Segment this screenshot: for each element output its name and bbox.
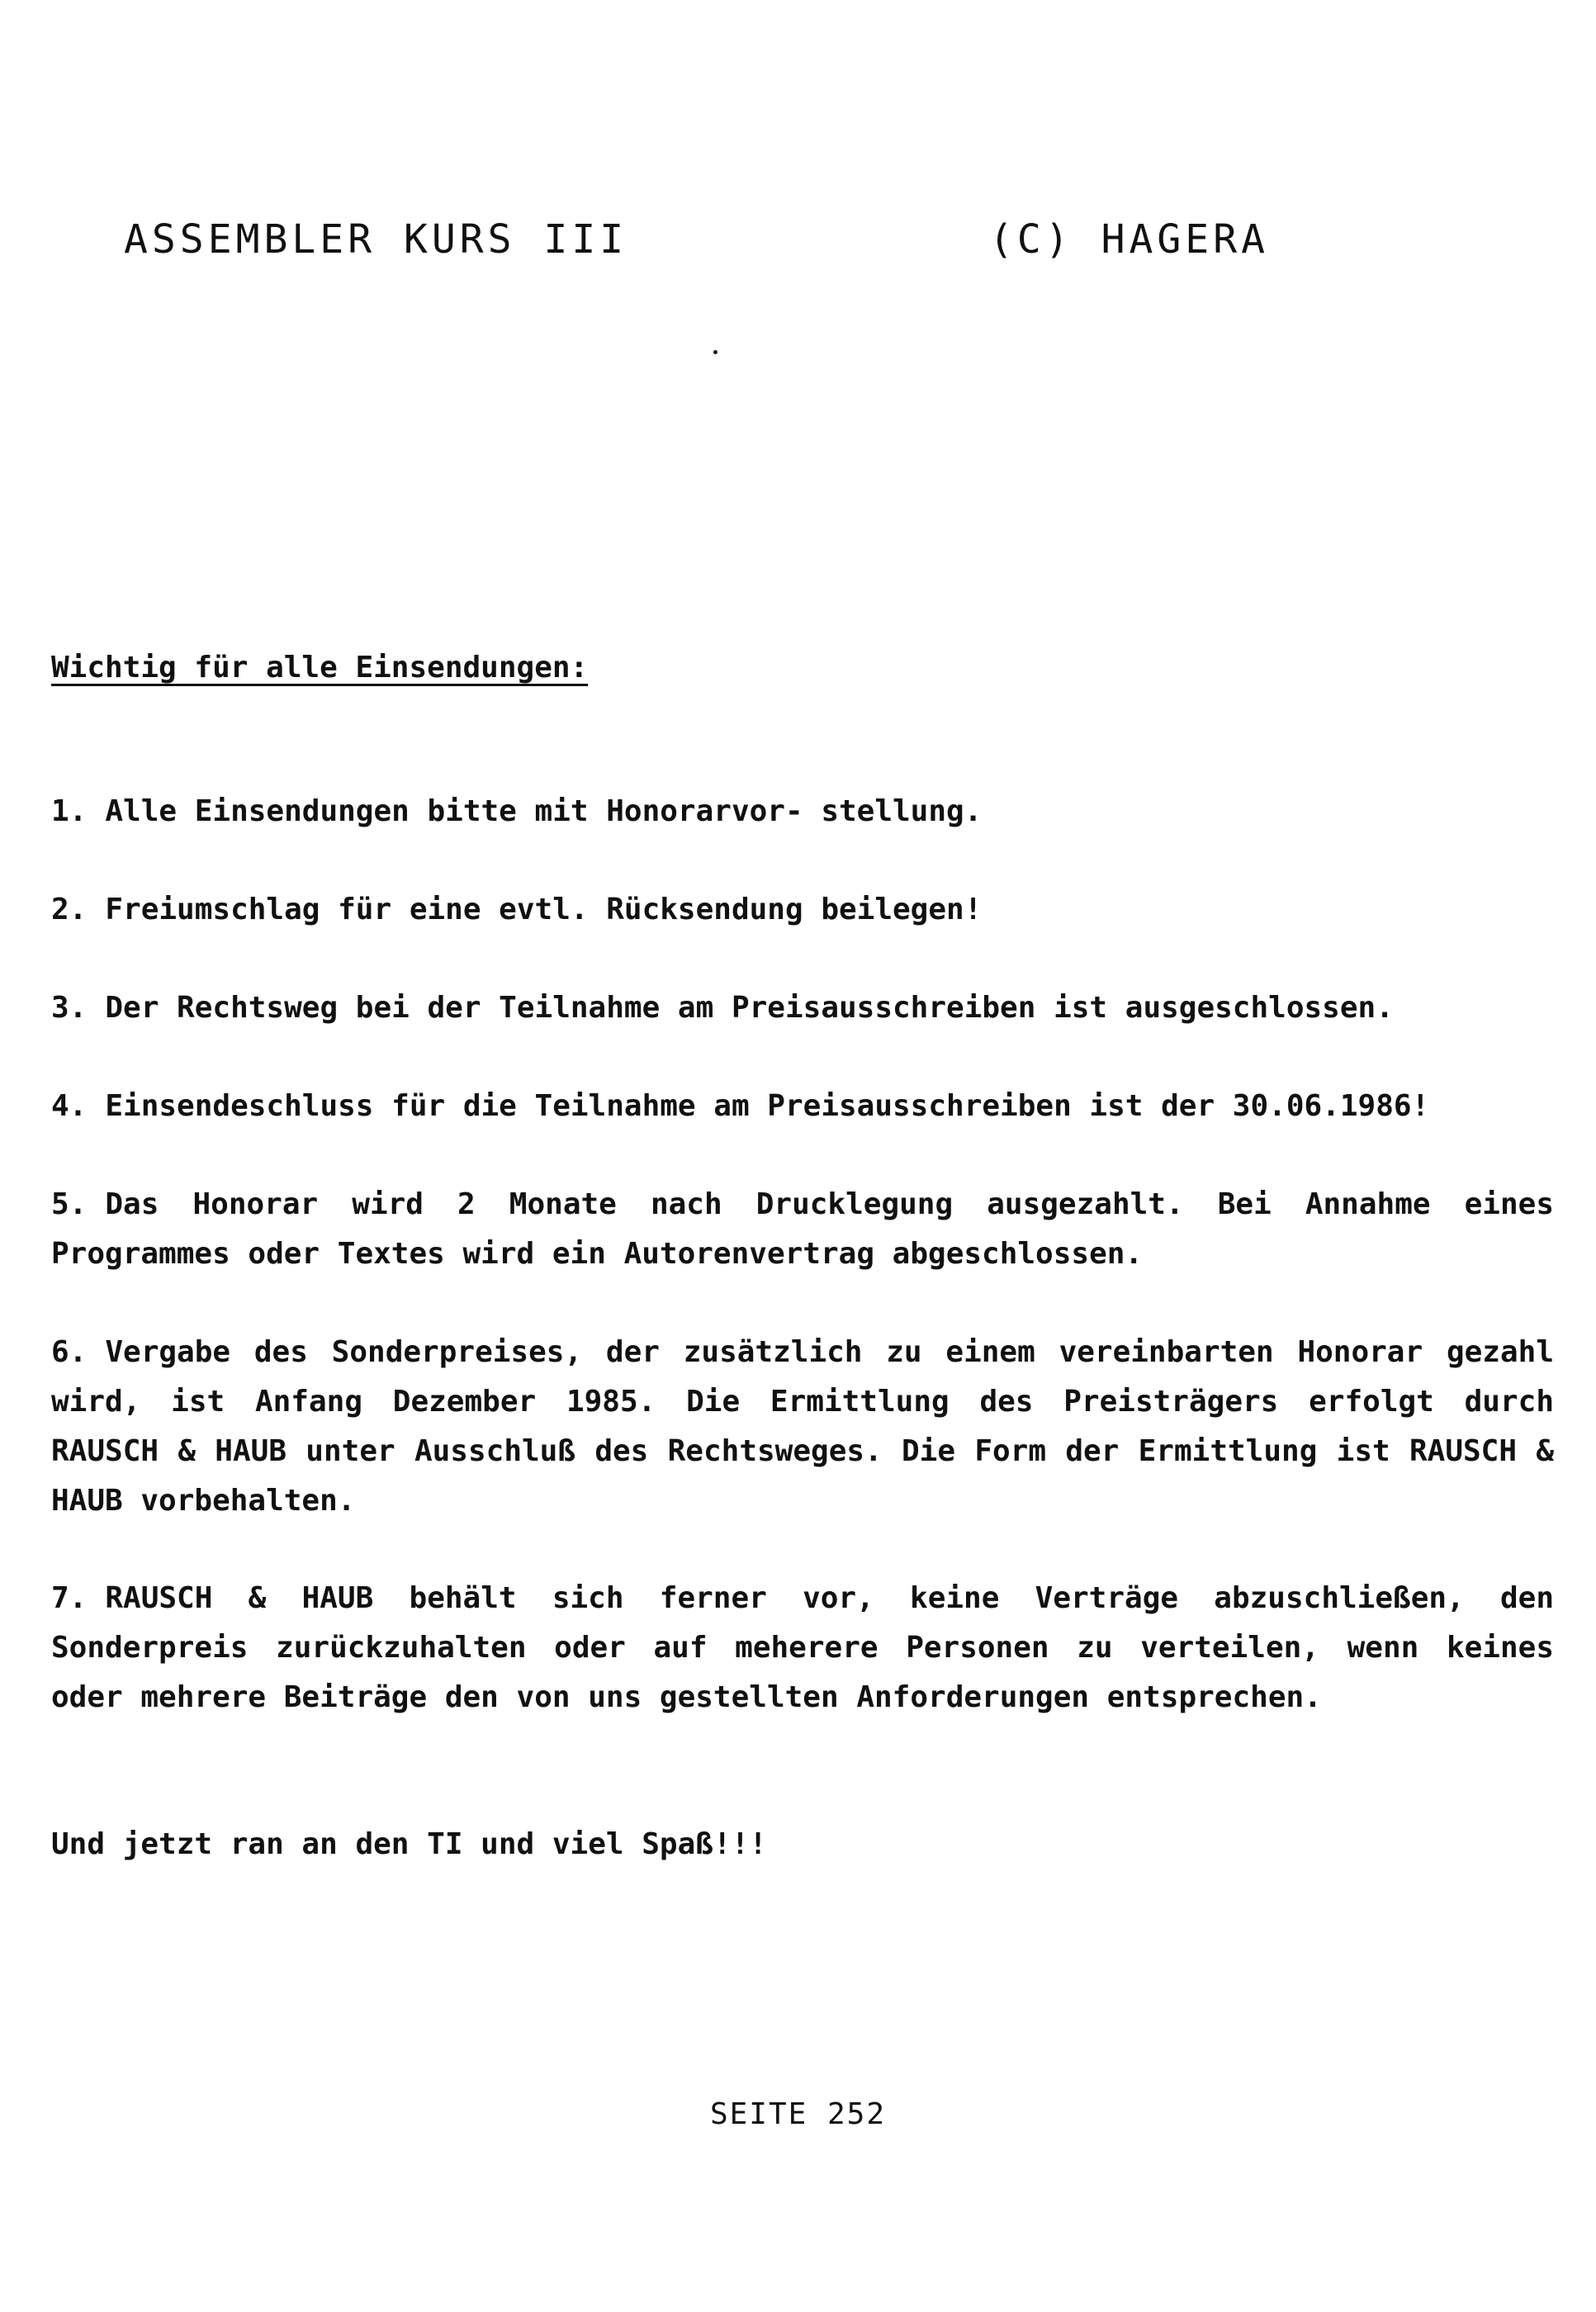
rule-number: 1. bbox=[51, 794, 88, 828]
page-header bbox=[0, 216, 1596, 266]
rule-number: 7. bbox=[51, 1581, 88, 1615]
copyright-notice: (C) HAGERA bbox=[989, 216, 1269, 263]
rule-item-4 bbox=[51, 1082, 1554, 1131]
rule-number: 3. bbox=[51, 991, 88, 1025]
rule-text: Alle Einsendungen bitte mit Honorarvor- stellung. bbox=[105, 794, 983, 828]
rule-text: Vergabe des Sonderpreises, der zusätzlich zu einem vereinbarten Honorar gezahl wird, ist Anfang Dezember 1985. Die Ermittlung des Preisträgers erfolgt durch RAUSCH & HAUB unter Ausschluß des Rechtsweges. Die Form der Ermittlung ist RAUSCH & HAUB vorbehalten. bbox=[51, 1335, 1554, 1518]
rule-item-5 bbox=[51, 1180, 1554, 1279]
closing-line: Und jetzt ran an den TI und viel Spaß!!! bbox=[51, 1827, 767, 1861]
rule-item-3 bbox=[51, 983, 1554, 1033]
rule-text: Freiumschlag für eine evtl. Rücksendung beilegen! bbox=[105, 893, 983, 926]
rule-item-7 bbox=[51, 1574, 1554, 1722]
rule-item-6 bbox=[51, 1328, 1554, 1526]
rule-item-1 bbox=[51, 787, 1554, 836]
course-title: ASSEMBLER KURS III bbox=[124, 216, 628, 263]
rule-text: Das Honorar wird 2 Monate nach Drucklegung ausgezahlt. Bei Annahme eines Programmes oder Textes wird ein Autorenvertrag abgeschlossen. bbox=[51, 1187, 1554, 1271]
rule-number: 2. bbox=[51, 893, 88, 926]
section-heading: Wichtig für alle Einsendungen: bbox=[51, 651, 589, 685]
rule-number: 4. bbox=[51, 1089, 88, 1123]
print-speck bbox=[713, 350, 717, 354]
rule-item-2 bbox=[51, 885, 1554, 935]
rule-number: 6. bbox=[51, 1335, 88, 1369]
rule-text: Der Rechtsweg bei der Teilnahme am Preisausschreiben ist ausgeschlossen. bbox=[105, 991, 1394, 1025]
rule-text: RAUSCH & HAUB behält sich ferner vor, keine Verträge abzuschließen, den Sonderpreis zurückzuhalten oder auf meherere Personen zu verteilen, wenn keines oder mehrere Beiträge den von uns gestellten Anforderungen entsprechen. bbox=[51, 1581, 1554, 1714]
rule-text: Einsendeschluss für die Teilnahme am Preisausschreiben ist der 30.06.1986! bbox=[105, 1089, 1430, 1123]
rule-number: 5. bbox=[51, 1187, 88, 1221]
page-number: SEITE 252 bbox=[709, 2097, 887, 2131]
